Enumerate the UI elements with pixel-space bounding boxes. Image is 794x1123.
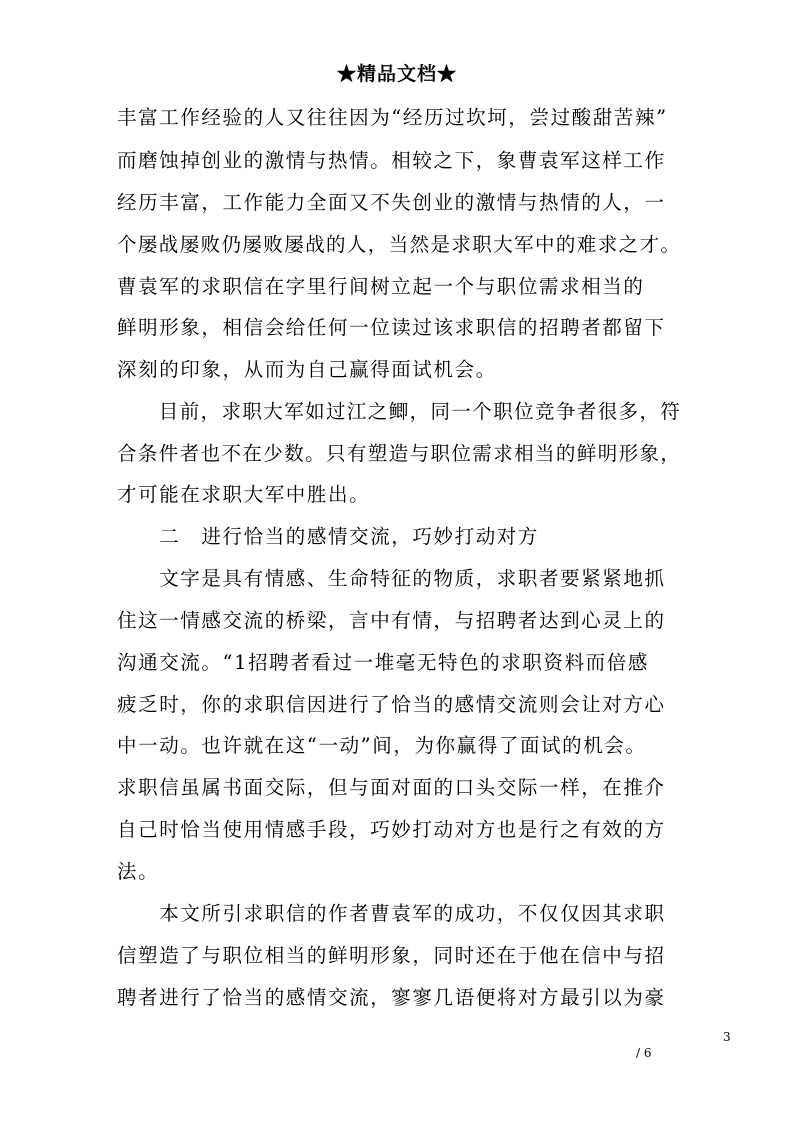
text-line: 而磨蚀掉创业的激情与热情。相较之下，象曹袁军这样工作: [117, 149, 666, 172]
text-line: 个屡战屡败仍屡败屡战的人，当然是求职大军中的难求之才。: [117, 233, 682, 256]
text-line: 丰富工作经验的人又往往因为“经历过坎坷，尝过酸甜苦辣”: [117, 106, 668, 129]
text-line: 经历丰富，工作能力全面又不失创业的激情与热情的人，一: [117, 191, 666, 214]
text-line: 深刻的印象，从而为自己赢得面试机会。: [117, 358, 497, 381]
text-line: 鲜明形象，相信会给任何一位读过该求职信的招聘者都留下: [117, 316, 666, 339]
text-line: 住这一情感交流的桥梁，言中有情，与招聘者达到心灵上的: [117, 609, 666, 632]
text-line: 才可能在求职大军中胜出。: [117, 483, 371, 506]
text-line: 疲乏时，你的求职信因进行了恰当的感情交流则会让对方心: [117, 693, 666, 716]
text-line: 合条件者也不在少数。只有塑造与职位需求相当的鲜明形象，: [117, 442, 682, 465]
text-line: 目前，求职大军如过江之鲫，同一个职位竞争者很多，符: [117, 400, 682, 423]
text-line: 沟通交流。“1招聘者看过一堆毫无特色的求职资料而倍感: [117, 651, 649, 674]
document-header: ★精品文档★: [336, 63, 457, 85]
text-line: 自己时恰当使用情感手段，巧妙打动对方也是行之有效的方: [117, 818, 666, 841]
text-line: 曹袁军的求职信在字里行间树立起一个与职位需求相当的: [117, 275, 645, 298]
text-line: 聘者进行了恰当的感情交流，寥寥几语便将对方最引以为豪: [117, 986, 666, 1009]
text-line: 法。: [117, 860, 160, 883]
text-line: 中一动。也许就在这“一动”间，为你赢得了面试的机会。: [117, 734, 647, 757]
text-line: 文字是具有情感、生命特征的物质，求职者要紧紧地抓: [117, 567, 666, 590]
page-total: / 6: [636, 1046, 652, 1060]
text-line: 信塑造了与职位相当的鲜明形象，同时还在于他在信中与招: [117, 944, 666, 967]
section-heading: 二 进行恰当的感情交流，巧妙打动对方: [117, 525, 540, 548]
text-line: 求职信虽属书面交际，但与面对面的口头交际一样，在推介: [117, 776, 666, 799]
text-line: 本文所引求职信的作者曹袁军的成功，不仅仅因其求职: [117, 902, 666, 925]
page-number: 3: [723, 1030, 731, 1044]
